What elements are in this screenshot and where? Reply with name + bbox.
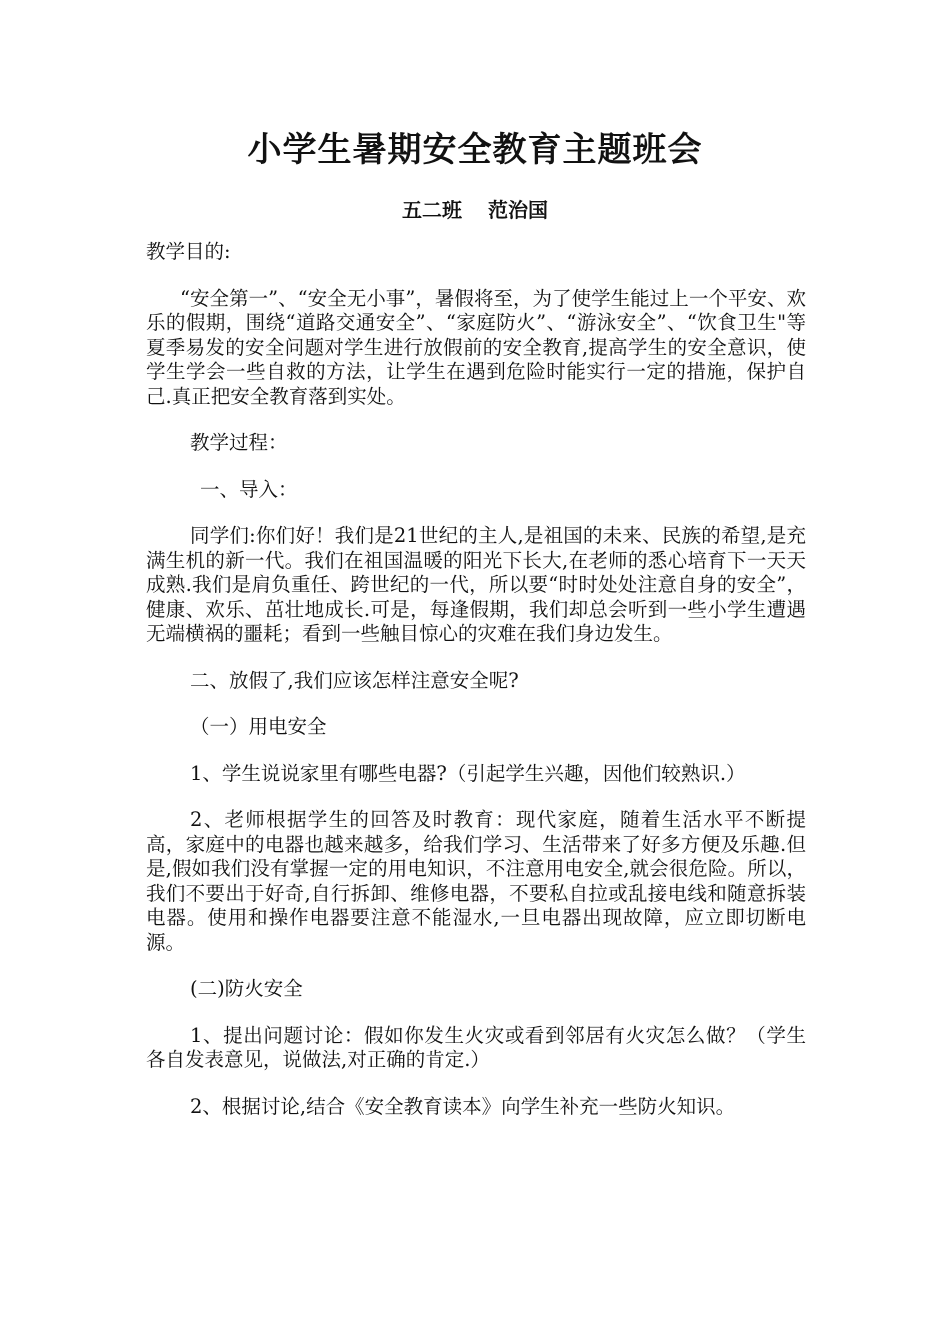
paragraph-fire-item-2: 2、根据讨论,结合《安全教育读本》向学生补充一些防火知识。 bbox=[190, 1094, 736, 1118]
paragraph-introduction: 同学们:你们好！我们是21世纪的主人,是祖国的未来、民族的希望,是充满生机的新一代。我们在祖国温暖的阳光下长大,在老师的悉心培育下一天天成熟.我们是肩负重任、跨世纪的一代，所以要“时时处处注意自身的安全”，健康、欢乐、茁壮地成长.可是，每逢假期，我们却总会听到一些小学生遭遇无端横祸的噩耗；看到一些触目惊心的灾难在我们身边发生。 bbox=[146, 524, 806, 645]
paragraph-electric-item-2: 2、老师根据学生的回答及时教育：现代家庭，随着生活水平不断提高，家庭中的电器也越来越多，给我们学习、生活带来了好多方便及乐趣.但是,假如我们没有掌握一定的用电知识，不注意用电安全,就会很危险。所以，我们不要出于好奇,自行拆卸、维修电器，不要私自拉或乱接电线和随意拆装电器。使用和操作电器要注意不能湿水,一旦电器出现故障，应立即切断电源。 bbox=[146, 808, 806, 954]
heading-teaching-process: 教学过程： bbox=[190, 431, 288, 454]
heading-fire-safety: (二)防火安全 bbox=[190, 977, 303, 1000]
paragraph-electric-item-1: 1、学生说说家里有哪些电器?（引起学生兴趣，因他们较熟识.） bbox=[190, 761, 746, 785]
heading-section-two: 二、放假了,我们应该怎样注意安全呢? bbox=[190, 668, 519, 692]
heading-teaching-goal: 教学目的: bbox=[146, 240, 231, 263]
paragraph-fire-item-1: 1、提出问题讨论：假如你发生火灾或看到邻居有火灾怎么做？（学生各自发表意见，说做法,对正确的肯定.） bbox=[146, 1023, 806, 1071]
class-name: 五二班 bbox=[402, 198, 462, 222]
heading-electric-safety: （一）用电安全 bbox=[190, 715, 327, 738]
page-title: 小学生暑期安全教育主题班会 bbox=[247, 130, 703, 170]
heading-introduction: 一、导入： bbox=[200, 477, 298, 501]
document-body bbox=[146, 240, 806, 1141]
paragraph-teaching-goal: “安全第一”、“安全无小事”，暑假将至，为了使学生能过上一个平安、欢乐的假期，围绕“道路交通安全”、“家庭防火”、“游泳安全”、“饮食卫生"等夏季易发的安全问题对学生进行放假前的安全教育,提高学生的安全意识，使学生学会一些自救的方法，让学生在遇到危险时能实行一定的措施，保护自己.真正把安全教育落到实处。 bbox=[146, 286, 806, 408]
author-name: 范治国 bbox=[488, 198, 548, 222]
class-author-line bbox=[0, 197, 950, 223]
